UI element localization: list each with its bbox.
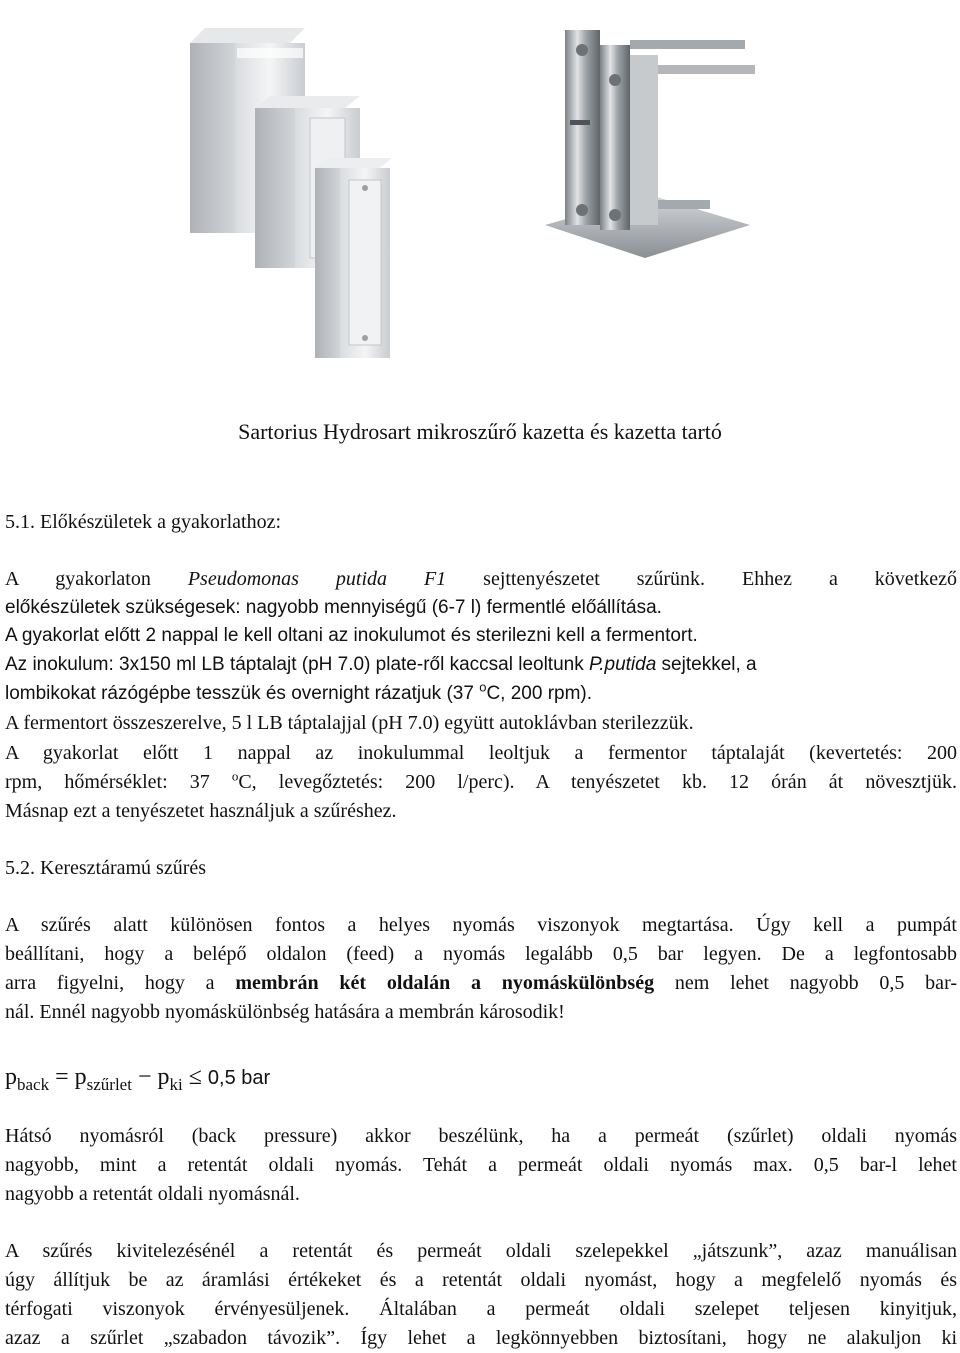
paragraph-line: nagyobb a retentát oldali nyomásnál. [5, 1183, 300, 1205]
paragraph-line: nál. Ennél nagyobb nyomáskülönbség hatására a membrán károsodik! [5, 1001, 565, 1023]
filter-cassettes-image [185, 18, 430, 363]
cassette-holder-image [530, 10, 775, 265]
paragraph-line: A gyakorlat előtt 2 nappal le kell oltani az inokulumot és sterilezni kell a fermentort. [5, 625, 698, 646]
species-name: Pseudomonas putida F1 [187, 568, 447, 590]
paragraph-line: előkészületek szükségesek: nagyobb mennyiségű (6-7 l) fermentlé előállítása. [5, 597, 662, 618]
paragraph-line: Másnap ezt a tenyészetet használjuk a szűréshez. [5, 800, 397, 822]
section-5-2-heading: 5.2. Keresztáramú szűrés [5, 857, 207, 879]
paragraph-line: Hátsó nyomásról (back pressure) akkor beszélünk, ha a permeát (szűrlet) oldali nyomás [5, 1125, 957, 1147]
bold-emphasis: membrán két oldalán a nyomáskülönbség [235, 972, 655, 994]
paragraph-line: úgy állítjuk be az áramlási értékeket és a retentát oldali nyomást, hogy a megfelelő nyomás és [5, 1269, 957, 1291]
paragraph-line: rpm, hőmérséklet: 37 $^o$C, levegőztetés: 200 l/perc). A tenyészetet kb. 12 órán át növesztjük. [5, 769, 957, 793]
paragraph-line: Az inokulum: 3x150 ml LB táptalajt (pH 7.0) plate-ről kaccsal leoltunk P.putida sejtekkel, a [5, 654, 757, 675]
degree-mark: o [479, 681, 487, 695]
paragraph-line: A fermentort összeszerelve, 5 l LB táptalajjal (pH 7.0) együtt autoklávban sterilezzük. [5, 712, 694, 734]
paragraph-line: nagyobb, mint a retentát oldali nyomás. Tehát a permeát oldali nyomás max. 0,5 bar-l lehet [5, 1154, 957, 1176]
paragraph-line: A szűrés alatt különösen fontos a helyes nyomás viszonyok megtartása. Úgy kell a pumpát [5, 914, 957, 936]
paragraph-line: A gyakorlaton Pseudomonas putida F1 sejttenyészetet szűrünk. Ehhez a következő [5, 568, 957, 590]
species-name: P.putida [589, 654, 657, 675]
pressure-formula: $p_{back} = p_{szűrlet} - p_{ki} \le 0,5$ bar [5, 1064, 271, 1093]
paragraph-line: A gyakorlat előtt 1 nappal az inokulummal leoltjuk a fermentor táptalaját (kevertetés: 200 [5, 742, 957, 764]
degree-mark: o [231, 769, 239, 784]
paragraph-line: arra figyelni, hogy a membrán két oldalán a nyomáskülönbség nem lehet nagyobb 0,5 bar- [5, 972, 957, 994]
section-5-1-heading: 5.1. Előkészületek a gyakorlathoz: [5, 511, 282, 533]
paragraph-line: lombikokat rázógépbe tesszük és overnight rázatjuk (37 $^o$C, 200 rpm). [5, 681, 593, 704]
paragraph-line: azaz a szűrlet „szabadon távozik”. Így lehet a legkönnyebben biztosítani, hogy ne alakuljon ki [5, 1327, 957, 1349]
paragraph-line: térfogati viszonyok érvényesüljenek. Általában a permeát oldali szelepet teljesen kinyitjuk, [5, 1298, 957, 1320]
paragraph-line: beállítani, hogy a belépő oldalon (feed) a nyomás legalább 0,5 bar legyen. De a legfontosabb [5, 943, 957, 965]
paragraph-line: A szűrés kivitelezésénél a retentát és permeát oldali szelepekkel „játszunk”, azaz manuálisan [5, 1240, 957, 1262]
figure-caption: Sartorius Hydrosart mikroszűrő kazetta és kazetta tartó [238, 419, 722, 444]
